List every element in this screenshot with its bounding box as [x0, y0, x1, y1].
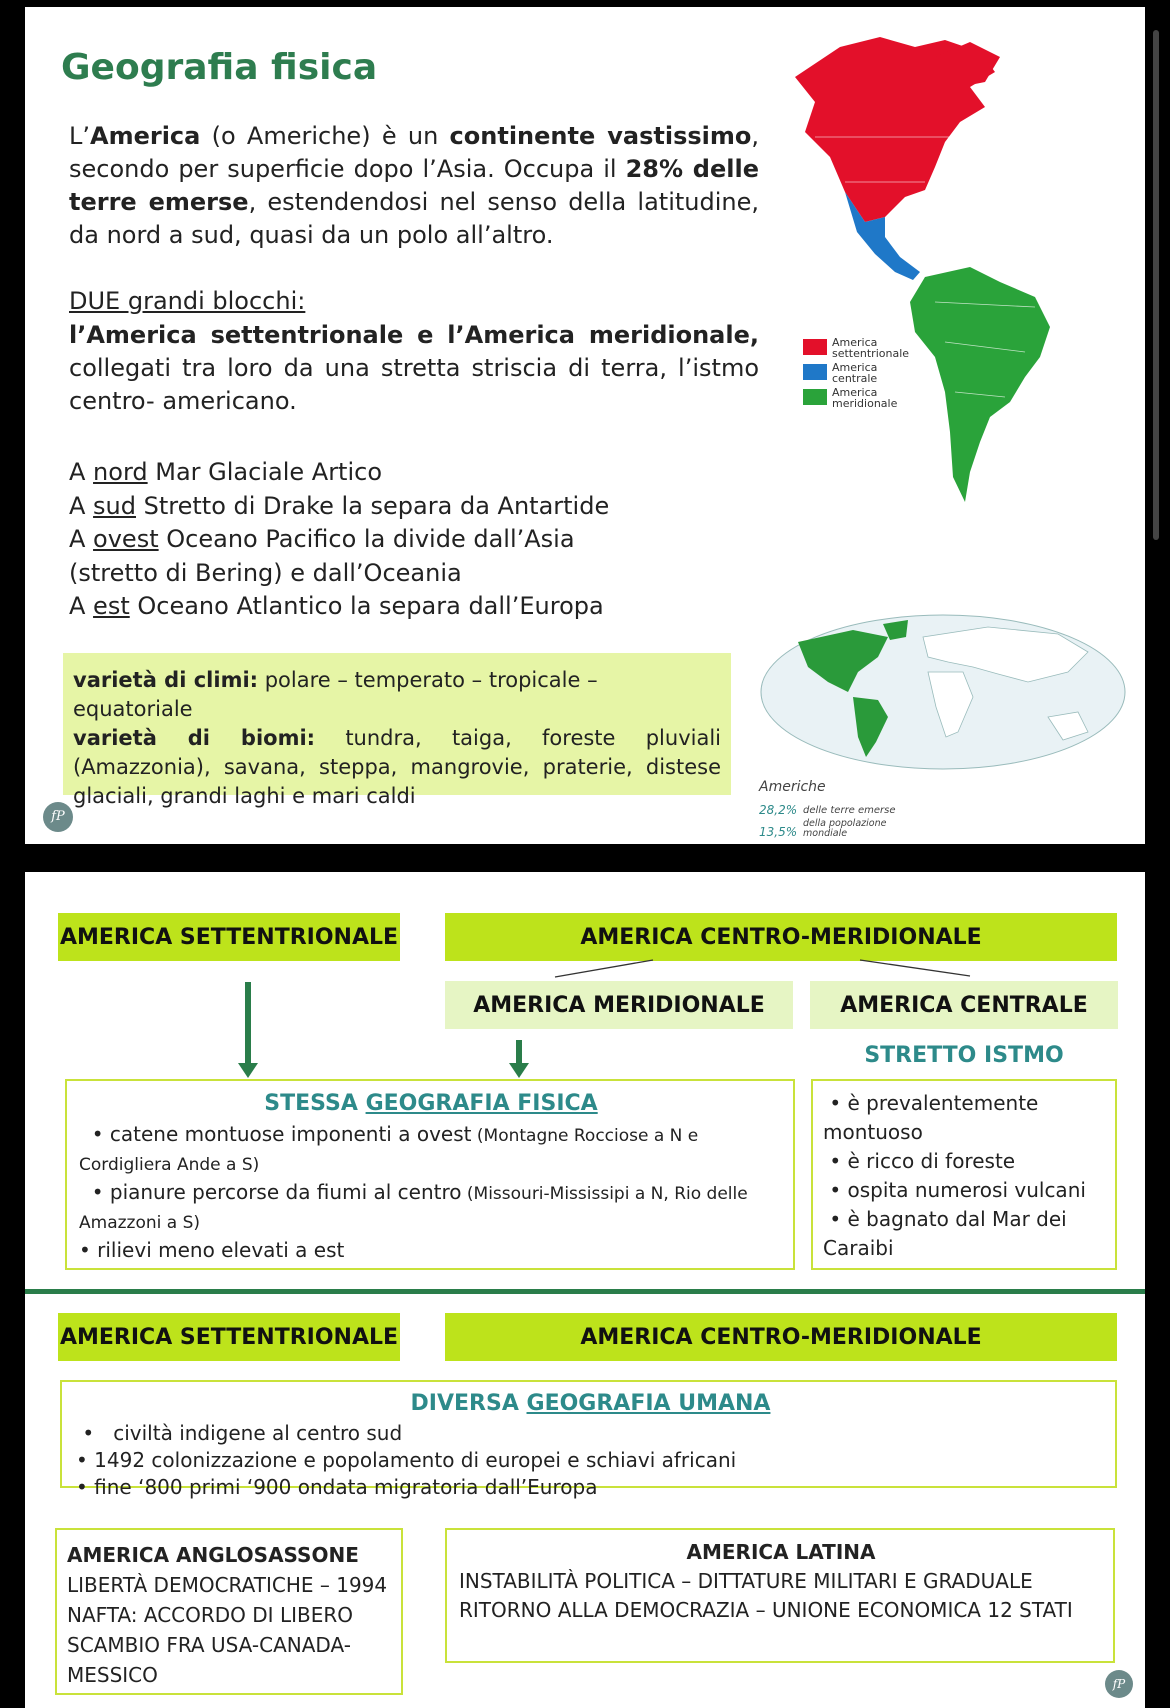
divider: [25, 1289, 1145, 1294]
stats-pop-pct: 13,5%: [759, 825, 798, 839]
slide-geografia-fisica: [25, 7, 1145, 844]
anglo-title: AMERICA ANGLOSASSONE: [67, 1543, 359, 1567]
central-feature: • è prevalentemente montuoso: [823, 1091, 1039, 1144]
isthmus-label: STRETTO ISTMO: [864, 1043, 1064, 1068]
legend-label-south: America meridionale: [832, 386, 898, 410]
anglo-box: [55, 1528, 403, 1695]
human-geography-box: [60, 1380, 1117, 1499]
central-feature: • ospita numerosi vulcani: [823, 1178, 1086, 1202]
stats-land-label: delle terre emerse: [803, 805, 896, 816]
world-map: [758, 612, 1128, 772]
latina-box: [445, 1528, 1115, 1663]
central-feature: • è bagnato dal Mar dei Caraibi: [823, 1207, 1067, 1260]
border-south: A sud Stretto di Drake la separa da Antartide: [69, 491, 610, 520]
borders-list: [69, 456, 609, 624]
central-header: AMERICA CENTRALE: [810, 981, 1118, 1029]
slide-title: Geografia fisica: [61, 47, 378, 88]
legend-swatch-north: [803, 339, 827, 355]
stats-pop-label: della popolazione mondiale: [803, 818, 887, 839]
north-header: AMERICA SETTENTRIONALE: [58, 913, 400, 961]
physical-item: • rilievi meno elevati a est: [79, 1238, 345, 1262]
author-logo: fP: [43, 802, 73, 832]
slide-geografia-schema: [25, 872, 1145, 1708]
human-item: • civiltà indigene al centro sud: [76, 1421, 403, 1445]
climate-biome-box: [63, 653, 731, 808]
legend-swatch-central: [803, 364, 827, 380]
center-south-header: AMERICA CENTRO-MERIDIONALE: [445, 913, 1117, 961]
border-north: A nord Mar Glaciale Artico: [69, 458, 383, 486]
legend-label-north: America settentrionale: [832, 336, 910, 360]
stats-land-pct: 28,2%: [759, 803, 798, 817]
physical-heading: STESSA GEOGRAFIA FISICA: [264, 1091, 598, 1116]
americas-map: [785, 32, 1125, 507]
scrollbar-thumb[interactable]: [1153, 30, 1159, 540]
border-east: A est Oceano Atlantico la separa dall’Europa: [69, 592, 604, 620]
blocks-heading: DUE grandi blocchi:: [69, 287, 306, 315]
biome-line: varietà di biomi: tundra, taiga, foreste pluviali (Amazzonia), savana, steppa, mangrovie, praterie, distese glaciali, grandi laghi e mari caldi: [73, 726, 721, 808]
human-heading: DIVERSA GEOGRAFIA UMANA: [410, 1391, 771, 1416]
stats-caption: Americhe: [759, 779, 826, 795]
central-features-box: [811, 1079, 1117, 1270]
legend-swatch-south: [803, 389, 827, 405]
central-feature: • è ricco di foreste: [823, 1149, 1016, 1173]
south-america-region: [910, 267, 1050, 502]
latina-text: INSTABILITÀ POLITICA – DITTATURE MILITARI E GRADUALE RITORNO ALLA DEMOCRAZIA – UNIONE ECONOMICA 12 STATI: [459, 1569, 1073, 1622]
border-west: A ovest Oceano Pacifico la divide dall’Asia: [69, 525, 575, 553]
legend-label-central: America centrale: [832, 361, 878, 385]
author-logo-2: fP: [1105, 1670, 1133, 1698]
border-west-cont: (stretto di Bering) e dall’Oceania: [69, 558, 462, 587]
physical-item: • pianure percorse da fiumi al centro (Missouri-Mississipi a N, Rio delle Amazzoni a S): [79, 1180, 748, 1233]
physical-geography-box: [65, 1079, 795, 1270]
human-item: • 1492 colonizzazione e popolamento di europei e schiavi africani: [76, 1448, 737, 1472]
north-header-2: AMERICA SETTENTRIONALE: [58, 1313, 400, 1361]
human-item: • fine ‘800 primi ‘900 ondata migratoria dall’Europa: [76, 1475, 598, 1499]
latina-title: AMERICA LATINA: [686, 1540, 876, 1564]
anglo-text: LIBERTÀ DEMOCRATICHE – 1994 NAFTA: ACCORDO DI LIBERO SCAMBIO FRA USA-CANADA-MESSICO: [67, 1573, 388, 1687]
south-header: AMERICA MERIDIONALE: [445, 981, 793, 1029]
climate-line: varietà di climi: polare – temperato – tropicale – equatoriale: [73, 668, 598, 721]
center-south-header-2: AMERICA CENTRO-MERIDIONALE: [445, 1313, 1117, 1361]
intro-paragraph: L’America (o Americhe) è un continente vastissimo, secondo per superficie dopo l’Asia. Occupa il 28% delle terre emerse, estendendosi nel senso della latitudine, da nord a sud, quasi da un polo all’altro.: [69, 122, 760, 249]
physical-item: • catene montuose imponenti a ovest (Montagne Rocciose a N e Cordigliera Ande a S): [79, 1122, 699, 1175]
blocks-paragraph: l’America settentrionale e l’America meridionale, collegati tra loro da una stretta striscia di terra, l’istmo centro- americano.: [69, 321, 759, 415]
